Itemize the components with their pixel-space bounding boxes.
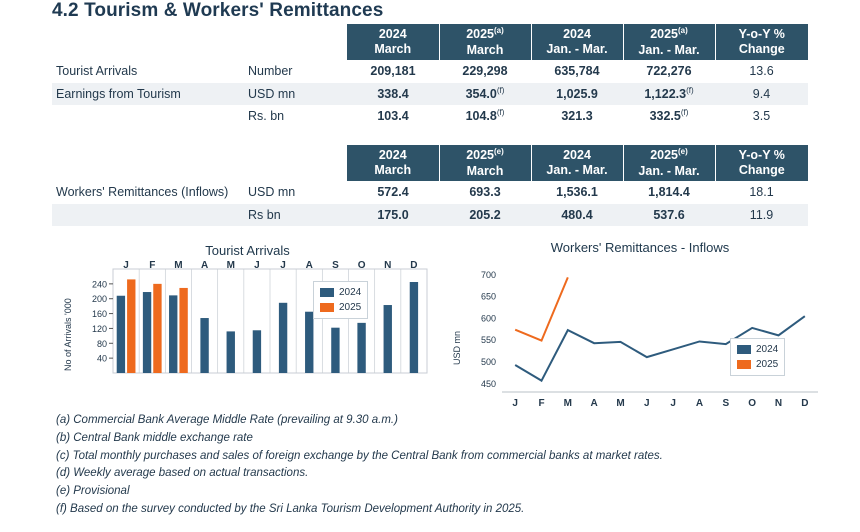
- svg-text:160: 160: [91, 309, 107, 320]
- header-2025-march: 2025$^{(a)}$ March: [439, 24, 531, 60]
- row-label: Tourist Arrivals: [56, 64, 138, 79]
- svg-text:D: D: [410, 261, 418, 271]
- header-2024-janmar: 2024 Jan. - Mar.: [531, 24, 623, 60]
- cell-2025-janmar: 537.6: [653, 207, 685, 222]
- legend-swatch-icon: [737, 345, 751, 354]
- cell-yoy: 18.1: [749, 185, 774, 200]
- row-label: Earnings from Tourism: [56, 86, 181, 101]
- header-blank-1: [52, 145, 242, 181]
- svg-text:O: O: [748, 398, 757, 409]
- svg-text:600: 600: [480, 313, 496, 324]
- cell-2024-janmar: 635,784: [554, 64, 600, 79]
- table-row: [52, 204, 808, 226]
- legend-label: 2025: [339, 302, 362, 313]
- legend-swatch-icon: [320, 303, 334, 312]
- svg-text:J: J: [280, 261, 286, 271]
- legend-swatch-icon: [320, 288, 334, 297]
- cell-yoy: 3.5: [752, 109, 771, 124]
- svg-text:S: S: [332, 261, 339, 271]
- cell-2025-march: 693.3: [469, 185, 501, 200]
- table-row: [52, 105, 808, 127]
- cell-2024-march: 572.4: [377, 185, 409, 200]
- row-label: [52, 105, 242, 127]
- row-unit: Number: [248, 64, 293, 79]
- footnote-c: (c) Total monthly purchases and sales of foreign exchange by the Central Bank from commercial banks at market rates.: [56, 449, 663, 462]
- footnote-e: (e) Provisional: [56, 485, 130, 498]
- header-yoy-change: Y-o-Y % Change: [715, 24, 808, 60]
- legend-label: 2024: [756, 344, 779, 355]
- svg-text:M: M: [174, 261, 183, 271]
- cell-yoy: 9.4: [752, 86, 771, 101]
- cell-2024-janmar: 1,025.9: [556, 86, 598, 101]
- y-axis-label: USD mn: [452, 330, 462, 365]
- header-2024-march: 2024 March: [347, 145, 439, 181]
- cell-2024-march: 103.4: [377, 109, 409, 124]
- legend-label: 2024: [339, 287, 362, 298]
- cell-2025-march: 104.8$^{(f)}$: [465, 108, 505, 124]
- table-row: [52, 181, 808, 203]
- legend-item-2024: [737, 342, 778, 357]
- table-row: [52, 60, 808, 82]
- svg-text:S: S: [722, 398, 730, 409]
- legend-item-2024: [320, 285, 361, 300]
- table-header-row: [52, 145, 808, 181]
- svg-text:F: F: [149, 261, 156, 271]
- header-2025-janmar: 2025$^{(e)}$ Jan. - Mar.: [623, 145, 715, 181]
- svg-text:N: N: [774, 398, 783, 409]
- svg-text:J: J: [644, 398, 650, 409]
- row-label: [52, 204, 242, 226]
- svg-text:D: D: [801, 398, 809, 409]
- row-unit: Rs bn: [248, 207, 281, 222]
- y-axis-label: No of Arrivals '000: [63, 298, 73, 371]
- svg-text:N: N: [384, 261, 392, 271]
- svg-text:J: J: [123, 261, 129, 271]
- legend-item-2025: [320, 300, 361, 315]
- cell-2024-march: 175.0: [377, 207, 409, 222]
- header-2025-march: 2025$^{(e)}$ March: [439, 145, 531, 181]
- header-2025-janmar: 2025$^{(a)}$ Jan. - Mar.: [623, 24, 715, 60]
- svg-text:450: 450: [480, 378, 496, 389]
- cell-2024-march: 209,181: [370, 64, 416, 79]
- chart1-legend: [313, 281, 368, 319]
- svg-text:A: A: [590, 398, 598, 409]
- header-yoy-change: Y-o-Y % Change: [715, 145, 808, 181]
- footnote-a: (a) Commercial Bank Average Middle Rate (prevailing at 9.30 a.m.): [56, 414, 398, 426]
- svg-text:80: 80: [96, 338, 107, 349]
- cell-2025-janmar: 1,814.4: [648, 185, 690, 200]
- svg-text:A: A: [695, 398, 704, 409]
- chart-title: Workers' Remittances - Inflows: [550, 240, 730, 255]
- header-blank-1: [52, 24, 242, 60]
- header-2024-march: 2024 March: [347, 24, 439, 60]
- svg-text:200: 200: [91, 294, 107, 305]
- svg-text:500: 500: [480, 357, 496, 367]
- cell-2024-janmar: 1,536.1: [556, 185, 598, 200]
- row-label: Workers' Remittances (Inflows): [56, 185, 229, 200]
- tourism-table: [52, 24, 808, 127]
- header-blank-2: [242, 24, 347, 60]
- svg-text:F: F: [538, 398, 545, 409]
- cell-2025-janmar: 332.5$^{(f)}$: [649, 108, 689, 124]
- footnote-b: (b) Central Bank middle exchange rate: [56, 431, 253, 444]
- svg-text:40: 40: [96, 353, 107, 364]
- row-unit: USD mn: [248, 185, 296, 200]
- svg-text:550: 550: [480, 335, 496, 346]
- svg-text:J: J: [254, 261, 260, 271]
- row-unit: Rs. bn: [248, 109, 285, 124]
- cell-2025-march: 205.2: [469, 207, 501, 222]
- cell-2025-march: 354.0$^{(f)}$: [465, 85, 505, 101]
- chart-title: Tourist Arrivals: [205, 243, 290, 258]
- page-title: 4.2 Tourism & Workers' Remittances: [52, 0, 384, 21]
- svg-text:A: A: [200, 261, 209, 271]
- legend-label: 2025: [756, 359, 779, 370]
- svg-text:700: 700: [480, 269, 496, 280]
- svg-text:J: J: [670, 398, 676, 409]
- svg-text:650: 650: [480, 291, 496, 302]
- cell-yoy: 11.9: [749, 207, 774, 222]
- table-row: [52, 83, 808, 105]
- cell-2024-janmar: 321.3: [561, 109, 593, 124]
- cell-2024-march: 338.4: [377, 86, 409, 101]
- legend-swatch-icon: [737, 360, 751, 369]
- cell-2025-janmar: 722,276: [646, 64, 692, 79]
- chart2-legend: [730, 338, 785, 376]
- cell-2025-march: 229,298: [462, 64, 508, 79]
- svg-text:O: O: [357, 261, 366, 271]
- remittances-table: [52, 145, 808, 226]
- legend-item-2025: [737, 357, 778, 372]
- header-2024-janmar: 2024 Jan. - Mar.: [531, 145, 623, 181]
- footnotes: [56, 412, 663, 519]
- row-unit: USD mn: [248, 86, 296, 101]
- header-blank-2: [242, 145, 347, 181]
- svg-text:A: A: [305, 261, 313, 271]
- cell-2024-janmar: 480.4: [561, 207, 593, 222]
- table-header-row: [52, 24, 808, 60]
- cell-yoy: 13.6: [749, 64, 774, 79]
- svg-text:M: M: [563, 398, 573, 409]
- cell-2025-janmar: 1,122.3$^{(f)}$: [644, 85, 694, 101]
- svg-text:M: M: [616, 398, 625, 409]
- footnote-f: (f) Based on the survey conducted by the Sri Lanka Tourism Development Authority in 2025.: [56, 503, 525, 516]
- tourist-arrivals-chart: [55, 243, 440, 403]
- footnote-d: (d) Weekly average based on actual transactions.: [56, 467, 309, 480]
- svg-text:120: 120: [91, 323, 107, 334]
- svg-text:J: J: [512, 398, 518, 409]
- svg-text:240: 240: [91, 279, 107, 290]
- remittances-chart: [440, 240, 840, 420]
- svg-text:M: M: [226, 261, 235, 271]
- bar-chart-svg: [55, 261, 440, 401]
